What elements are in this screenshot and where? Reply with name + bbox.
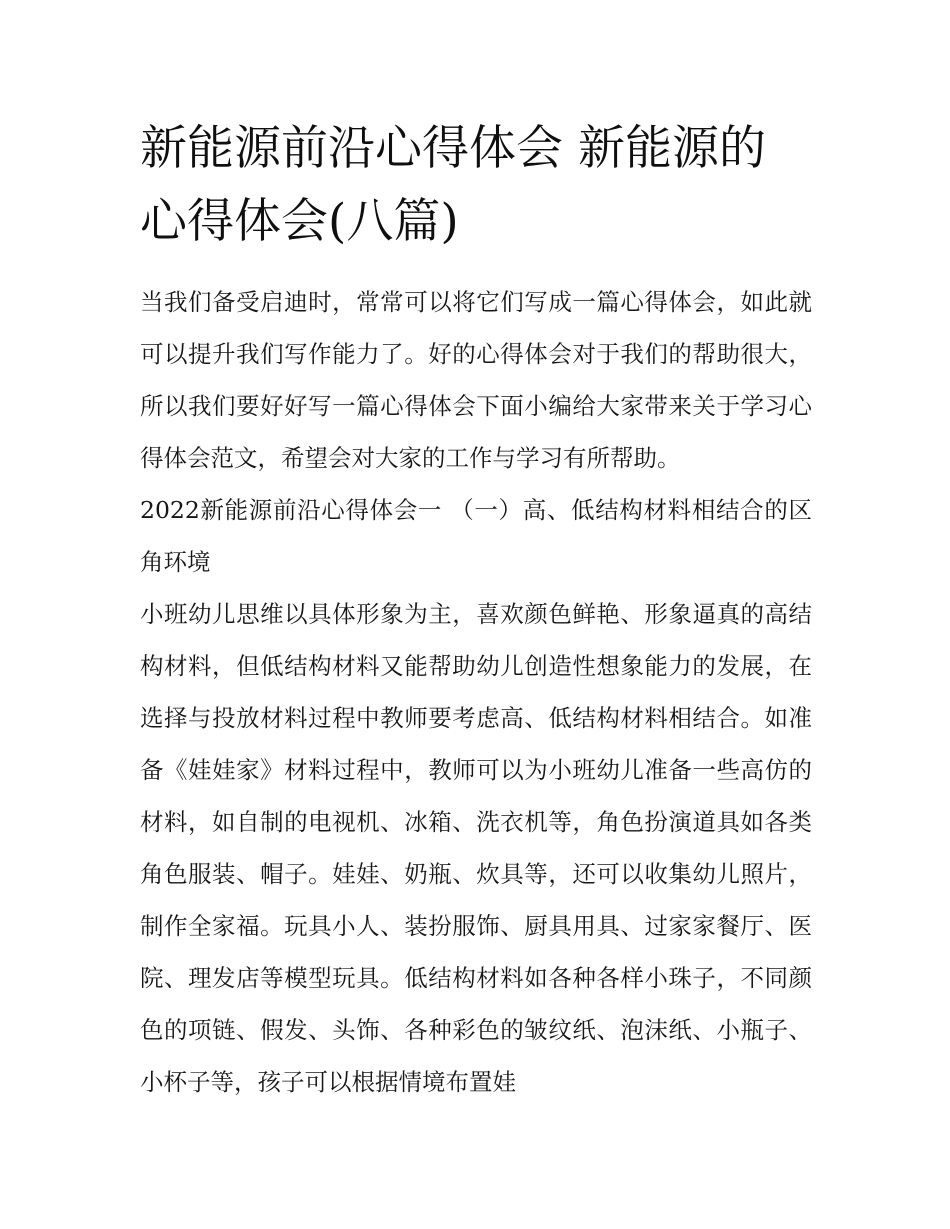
document-page	[140, 112, 812, 1108]
section-heading-paragraph: 2022新能源前沿心得体会一 （一）高、低结构材料相结合的区角环境	[140, 496, 812, 576]
intro-paragraph: 当我们备受启迪时，常常可以将它们写成一篇心得体会，如此就可以提升我们写作能力了。好的心得体会对于我们的帮助很大，所以我们要好好写一篇心得体会下面小编给大家带来关于学习心得体会范文，希望会对大家的工作与学习有所帮助。	[140, 288, 812, 472]
body-paragraph: 小班幼儿思维以具体形象为主，喜欢颜色鲜艳、形象逼真的高结构材料，但低结构材料又能帮助幼儿创造性想象能力的发展，在选择与投放材料过程中教师要考虑高、低结构材料相结合。如准备《娃娃家》材料过程中，教师可以为小班幼儿准备一些高仿的材料，如自制的电视机、冰箱、洗衣机等，角色扮演道具如各类角色服装、帽子。娃娃、奶瓶、炊具等，还可以收集幼儿照片，制作全家福。玩具小人、装扮服饰、厨具用具、过家家餐厅、医院、理发店等模型玩具。低结构材料如各种各样小珠子，不同颜色的项链、假发、头饰、各种彩色的皱纹纸、泡沫纸、小瓶子、小杯子等，孩子可以根据情境布置娃	[140, 600, 812, 1096]
document-title: 新能源前沿心得体会 新能源的心得体会(八篇)	[140, 121, 766, 249]
